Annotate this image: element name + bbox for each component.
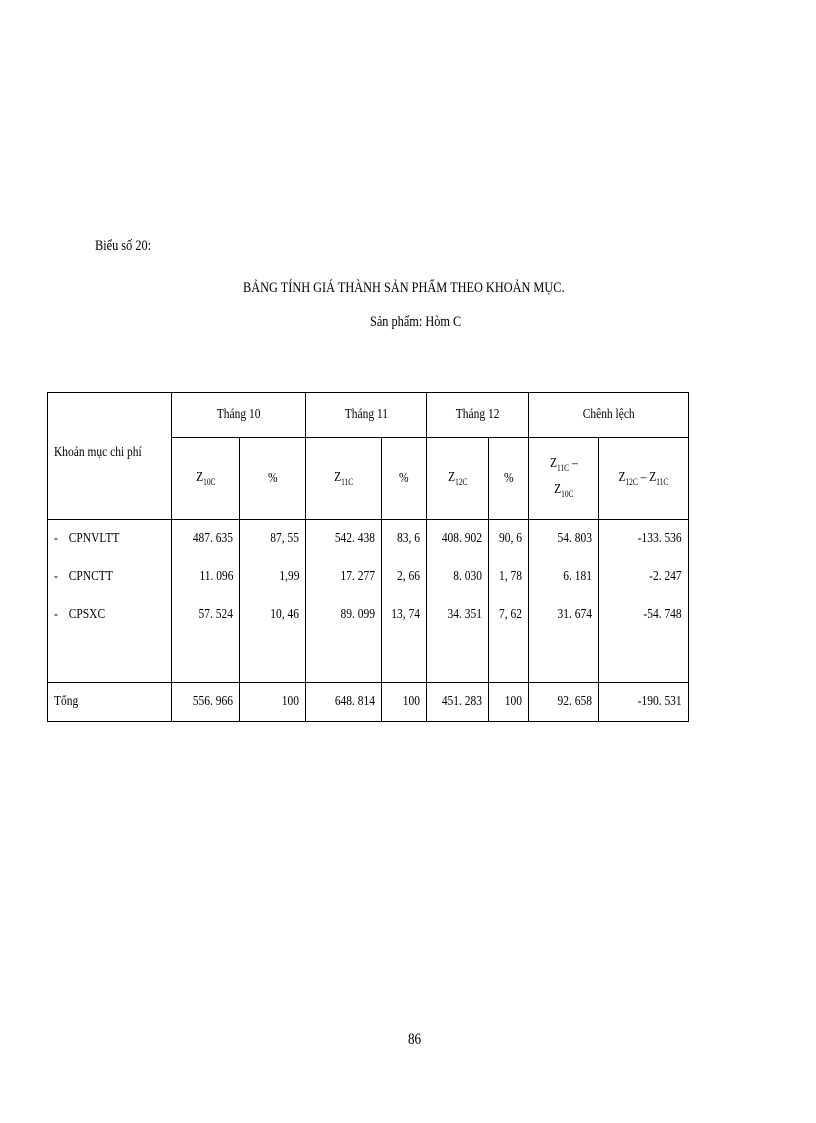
row-label: - CPNCTT [48, 558, 172, 596]
cell-pct-11: 13, 74 [382, 596, 427, 634]
cell-z11c: 17. 277 [306, 558, 382, 596]
total-z12c: 451. 283 [427, 683, 489, 722]
sub-header-pct-10: % [240, 438, 306, 520]
caption: Biểu số 20: [95, 238, 152, 254]
sub-header-diff-12-11: $Z_{12C} - Z_{11C}$ [599, 438, 689, 520]
row-label: - CPNVLTT [48, 520, 172, 559]
cell-pct-12: 1, 78 [489, 558, 529, 596]
sub-header-z12c: $Z_{12C}$ [427, 438, 489, 520]
cell-z12c: 8. 030 [427, 558, 489, 596]
group-header-month-11: Tháng 11 [306, 393, 427, 438]
header-row-groups [48, 393, 689, 438]
subtitle: Sản phẩm: Hòm C [370, 314, 462, 330]
cell-pct-11: 2, 66 [382, 558, 427, 596]
total-pct-10: 100 [240, 683, 306, 722]
table-row [48, 596, 689, 634]
total-pct-12: 100 [489, 683, 529, 722]
row-header-cell: Khoản mục chi phí [48, 393, 172, 520]
row-label: - CPSXC [48, 596, 172, 634]
total-z11c: 648. 814 [306, 683, 382, 722]
total-diff-12-11: -190. 531 [599, 683, 689, 722]
cell-pct-10: 1,99 [240, 558, 306, 596]
cell-pct-12: 90, 6 [489, 520, 529, 559]
sub-header-pct-11: % [382, 438, 427, 520]
group-header-difference: Chênh lệch [529, 393, 689, 438]
sub-header-z11c: $Z_{11C}$ [306, 438, 382, 520]
cell-diff-12-11: -133. 536 [599, 520, 689, 559]
page-number: 86 [408, 1031, 422, 1048]
cell-z11c: 542. 438 [306, 520, 382, 559]
cell-pct-12: 7, 62 [489, 596, 529, 634]
page-title: BẢNG TÍNH GIÁ THÀNH SẢN PHẨM THEO KHOẢN MỤC. [243, 280, 565, 296]
total-pct-11: 100 [382, 683, 427, 722]
table-spacer-row [48, 634, 689, 683]
sub-header-z10c: $Z_{10C}$ [172, 438, 240, 520]
cell-z10c: 487. 635 [172, 520, 240, 559]
cell-pct-11: 83, 6 [382, 520, 427, 559]
table-row [48, 520, 689, 559]
cell-z11c: 89. 099 [306, 596, 382, 634]
cell-z10c: 11. 096 [172, 558, 240, 596]
cost-table [47, 392, 689, 722]
cell-diff-12-11: -2. 247 [599, 558, 689, 596]
cell-z10c: 57. 524 [172, 596, 240, 634]
sub-header-pct-12: % [489, 438, 529, 520]
cell-z12c: 408. 902 [427, 520, 489, 559]
cell-pct-10: 10, 46 [240, 596, 306, 634]
cell-z12c: 34. 351 [427, 596, 489, 634]
cell-diff-11-10: 31. 674 [529, 596, 599, 634]
cell-pct-10: 87, 55 [240, 520, 306, 559]
cell-diff-11-10: 6. 181 [529, 558, 599, 596]
group-header-month-12: Tháng 12 [427, 393, 529, 438]
cell-diff-11-10: 54. 803 [529, 520, 599, 559]
table-row [48, 558, 689, 596]
sub-header-diff-11-10: $Z_{11C}$ – $Z_{10C}$ [529, 438, 599, 520]
total-diff-11-10: 92. 658 [529, 683, 599, 722]
total-z10c: 556. 966 [172, 683, 240, 722]
total-label: Tổng [48, 683, 172, 722]
table-total-row [48, 683, 689, 722]
group-header-month-10: Tháng 10 [172, 393, 306, 438]
cell-diff-12-11: -54. 748 [599, 596, 689, 634]
